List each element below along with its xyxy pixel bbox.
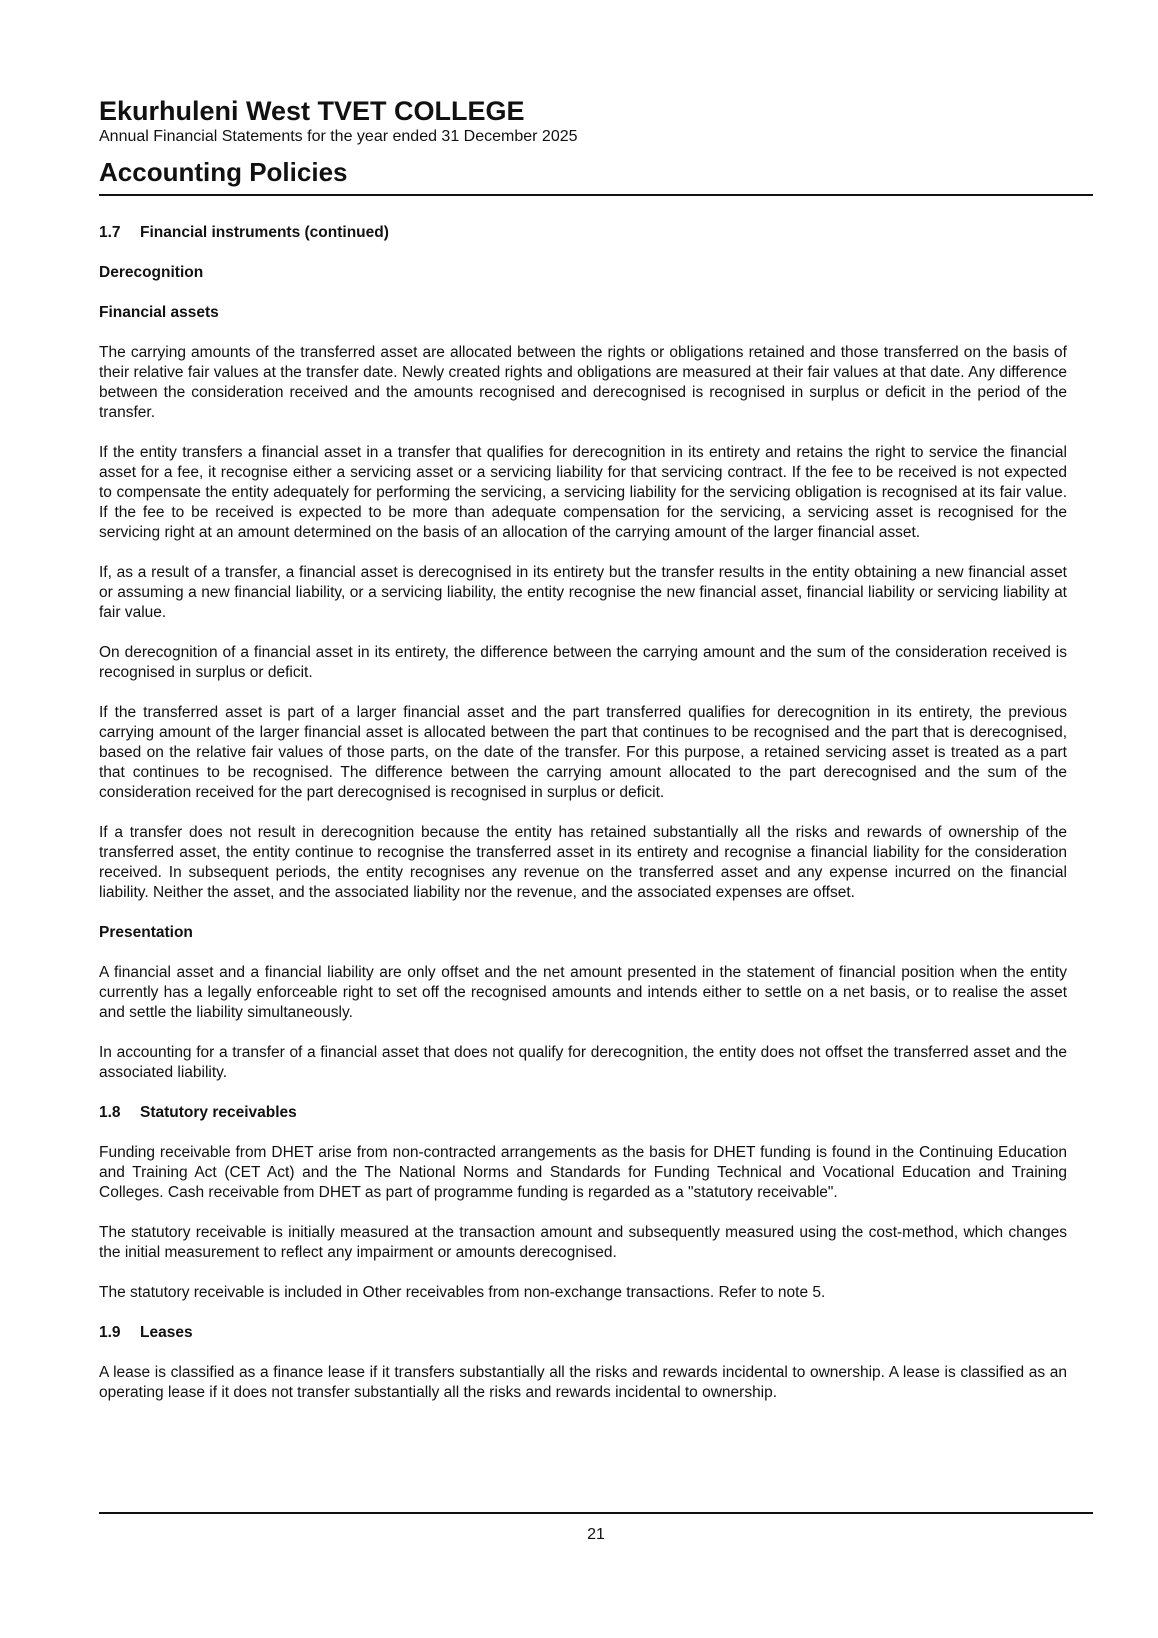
- statement-subtitle: Annual Financial Statements for the year ended 31 December 2025: [99, 128, 578, 145]
- subheading: Presentation: [99, 924, 193, 941]
- section-heading: [99, 223, 1067, 243]
- paragraph: If the transferred asset is part of a larger financial asset and the part transferred qualifies for derecognition in its entirety, the previous carrying amount of the larger financial asset is allocated between the part that continues to be recognised and the part that is derecognised, based on the relative fair values of those parts, on the date of the transfer. For this purpose, a retained servicing asset is treated as a part that continues to be recognised. The difference between the carrying amount allocated to the part derecognised and the sum of the consideration received for the part derecognised is recognised in surplus or deficit.: [99, 704, 1067, 801]
- section-heading-text: Leases: [140, 1324, 193, 1341]
- page-number: 21: [587, 1526, 605, 1543]
- paragraph: If the entity transfers a financial asset in a transfer that qualifies for derecognition in its entirety and retains the right to service the financial asset for a fee, it recognise either a servicing asset or a servicing liability for that servicing contract. If the fee to be received is not expected to compensate the entity adequately for performing the servicing, a servicing liability for the servicing obligation is recognised at its fair value. If the fee to be received is expected to be more than adequate compensation for the servicing, a servicing asset is recognised for the servicing right at an amount determined on the basis of an allocation of the carrying amount of the larger financial asset.: [99, 444, 1067, 541]
- section-heading: [99, 1323, 1067, 1343]
- section-heading-text: Statutory receivables: [140, 1104, 297, 1121]
- page-header: [99, 96, 1093, 1423]
- section-number: 1.9: [99, 1324, 121, 1341]
- paragraph: If, as a result of a transfer, a financial asset is derecognised in its entirety but the transfer results in the entity obtaining a new financial asset or assuming a new financial liability, or a servicing liability, the entity recognise the new financial asset, financial liability or servicing liability at fair value.: [99, 564, 1067, 621]
- section-number: 1.8: [99, 1104, 121, 1121]
- paragraph: If a transfer does not result in derecognition because the entity has retained substantially all the risks and rewards of ownership of the transferred asset, the entity continue to recognise the transferred asset in its entirety and recognise a financial liability for the consideration received. In subsequent periods, the entity recognises any revenue on the transferred asset and any expense incurred on the financial liability. Neither the asset, and the associated liability nor the revenue, and the associated expenses are offset.: [99, 824, 1067, 901]
- header-divider: [99, 194, 1093, 196]
- paragraph: The carrying amounts of the transferred asset are allocated between the rights or obligations retained and those transferred on the basis of their relative fair values at the transfer date. Newly created rights and obligations are measured at their fair values at that date. Any difference between the consideration received and the amounts recognised and derecognised is recognised in surplus or deficit in the period of the transfer.: [99, 344, 1067, 421]
- section-title: Accounting Policies: [99, 157, 348, 187]
- paragraph: A financial asset and a financial liability are only offset and the net amount presented in the statement of financial position when the entity currently has a legally enforceable right to set off the recognised amounts and intends either to settle on a net basis, or to realise the asset and settle the liability simultaneously.: [99, 964, 1067, 1021]
- section-number: 1.7: [99, 224, 121, 241]
- section-heading: [99, 1103, 1067, 1123]
- paragraph: The statutory receivable is initially measured at the transaction amount and subsequently measured using the cost-method, which changes the initial measurement to reflect any impairment or amounts derecognised.: [99, 1224, 1067, 1261]
- organization-title: Ekurhuleni West TVET COLLEGE: [99, 96, 525, 126]
- subheading: Financial assets: [99, 304, 219, 321]
- paragraph: A lease is classified as a finance lease if it transfers substantially all the risks and rewards incidental to ownership. A lease is classified as an operating lease if it does not transfer substantially all the risks and rewards incidental to ownership.: [99, 1364, 1067, 1401]
- footer-divider: [99, 1512, 1093, 1514]
- document-body: [99, 223, 1067, 1403]
- subheading: Derecognition: [99, 264, 204, 281]
- section-heading-text: Financial instruments (continued): [140, 224, 389, 241]
- paragraph: Funding receivable from DHET arise from non-contracted arrangements as the basis for DHET funding is found in the Continuing Education and Training Act (CET Act) and the The National Norms and Standards for Funding Technical and Vocational Education and Training Colleges. Cash receivable from DHET as part of programme funding is regarded as a "statutory receivable".: [99, 1144, 1067, 1201]
- paragraph: The statutory receivable is included in Other receivables from non-exchange transactions. Refer to note 5.: [99, 1284, 826, 1301]
- paragraph: On derecognition of a financial asset in its entirety, the difference between the carrying amount and the sum of the consideration received is recognised in surplus or deficit.: [99, 644, 1067, 681]
- paragraph: In accounting for a transfer of a financial asset that does not qualify for derecognition, the entity does not offset the transferred asset and the associated liability.: [99, 1044, 1067, 1081]
